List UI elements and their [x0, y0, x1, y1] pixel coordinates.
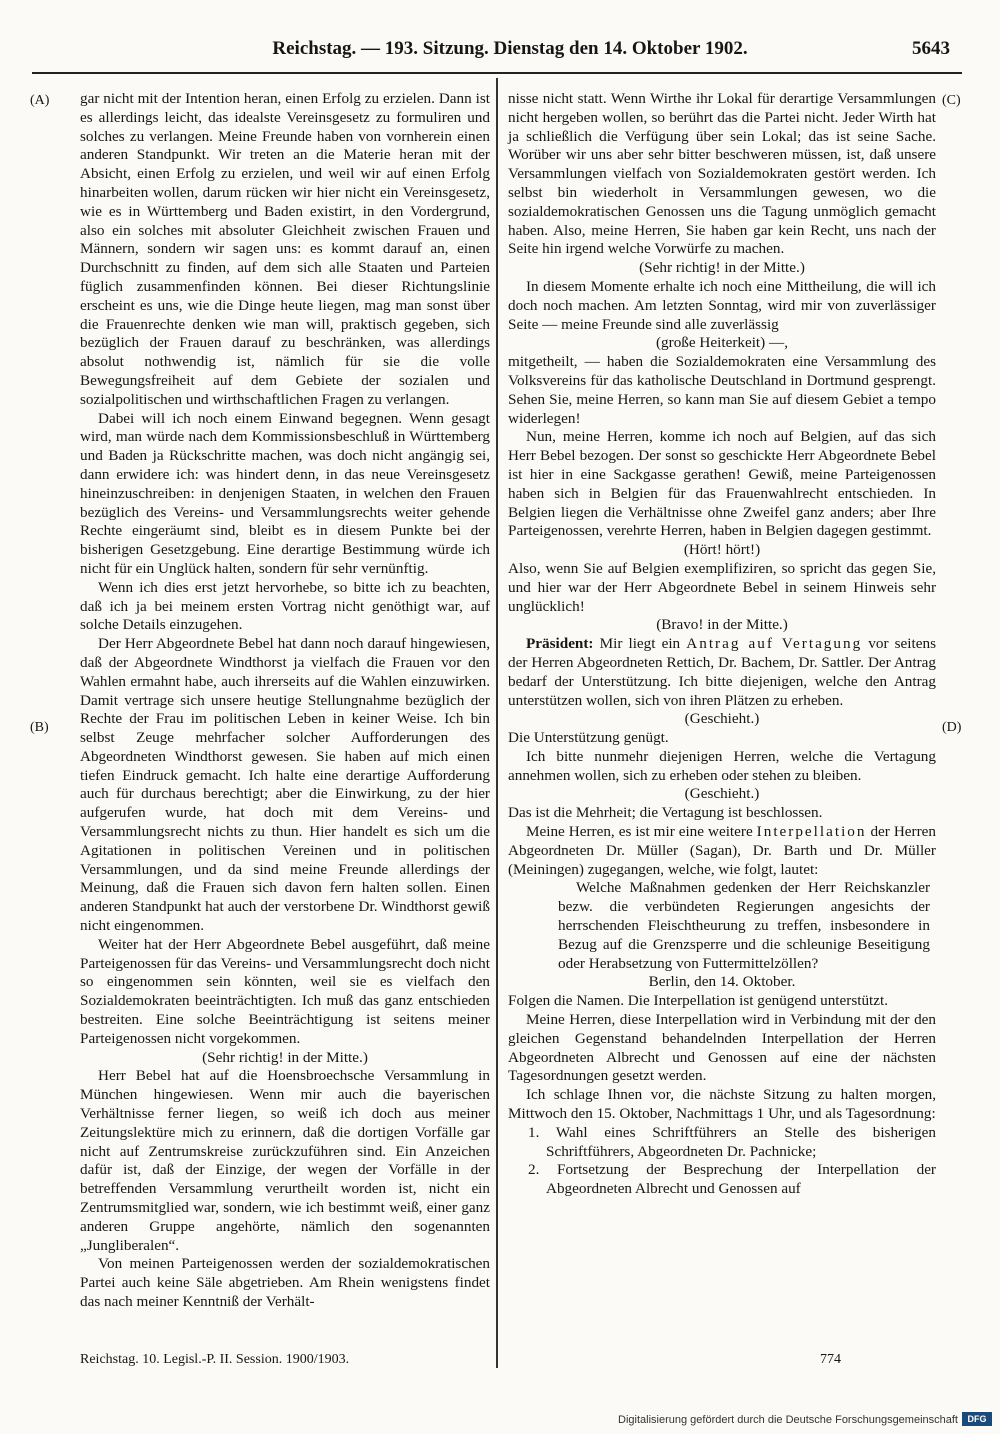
paragraph: Herr Bebel hat auf die Hoensbroechsche Versammlung in München hingewiesen. Wenn mir auch die bayerischen Verhältnisse ferner liegen, so weiß ich doch aus meiner Zeitungslektüre mich zu erinnern, daß die dortigen Vorfälle gar nicht auf Zentrumskreise zurückzuführen sind. Ein Anzeichen dafür ist, daß der Einzige, der wegen der Vorfälle in der betreffenden Versammlung verurtheilt worden ist, nicht ein Zentrumsmitglied war, sondern, wie ich bestimmt weiß, einer ganz anderen Gruppe angehörte, nämlich den sogenannten „Jungliberalen“. [80, 1067, 490, 1254]
interjection: (Geschieht.) [684, 710, 760, 728]
paragraph: Ich schlage Ihnen vor, die nächste Sitzung zu halten morgen, Mittwoch den 15. Oktober, Nachmittags 1 Uhr, und als Tagesordnung: [508, 1086, 936, 1123]
margin-marker-d: (D) [942, 720, 962, 735]
speaker-name: Präsident: [526, 635, 594, 653]
margin-marker-b: (B) [30, 720, 49, 735]
paragraph: Das ist die Mehrheit; die Vertagung ist beschlossen. [508, 804, 823, 822]
paragraph: gar nicht mit der Intention heran, einen Erfolg zu erzielen. Dann ist es allerdings leicht, das idealste Vereinsgesetz zu formuliren und solches zu verlangen. Meine Freunde haben von vornherein einen anderen Standpunkt. Wir treten an die Materie heran mit der Absicht, einen Erfolg zu erzielen, und weil wir auf einen Erfolg hinarbeiten wollen, darum rücken wir hier nicht ein Vereinsgesetz, wie es in Württemberg und Baden existirt, in den Vordergrund, also ein solches mit absoluter Gleichheit zwischen Frauen und Männern, sondern wir sagen uns: es kommt darauf an, einen Durchschnitt zu finden, auf dem sich alle Staaten und Parteien füglich zusammenfinden können. Bei dieser Richtungslinie erscheint es uns, wie die Dinge heute liegen, mag man sonst über die Frauenrechte denken wie man will, praktisch gegeben, sich bezüglich der Frauen darauf zu beschränken, was allerdings absolut nothwendig ist, nämlich für sie die volle Bewegungsfreiheit auf dem Gebiete der sozialen und sozialpolitischen und wirthschaftlichen Fragen zu verlangen. [80, 90, 490, 408]
footer-signature: Reichstag. 10. Legisl.-P. II. Session. 1900/1903. [80, 1352, 350, 1367]
header-rule [32, 72, 962, 74]
statement-text: Meine Herren, es ist mir eine weitere [526, 823, 757, 841]
paragraph: Also, wenn Sie auf Belgien exemplifiziren, so spricht das gegen Sie, und hier war der Herr Abgeordnete Bebel in seinem Hinweis sehr unglücklich! [508, 559, 936, 615]
agenda-item: 2. Fortsetzung der Besprechung der Interpellation der Abgeordneten Albrecht und Genossen auf [528, 1161, 936, 1198]
digitization-credit: Digitalisierung gefördert durch die Deutsche Forschungsgemeinschaft [618, 1414, 958, 1426]
column-divider [496, 78, 498, 1368]
paragraph: mitgetheilt, — haben die Sozialdemokraten eine Versammlung des Volksvereins für das katholische Deutschland in Dortmund gesprengt. Sehen Sie, meine Herren, so kann man Sie auf diesem Gebiet a tempo widerlegen! [508, 353, 936, 427]
interjection: (Hört! hört!) [683, 541, 761, 559]
right-column [508, 90, 936, 1199]
paragraph: nisse nicht statt. Wenn Wirthe ihr Lokal für derartige Versammlungen nicht hergeben wollen, so berührt das die Partei nicht. Jeder Wirth hat ja schließlich die Verfügung über sein Lokal; das ist seine Sache. Worüber wir uns aber sehr bitter beschweren müssen, ist, daß unsere Versammlungen vielfach von Sozialdemokraten gestört werden. Ich selbst bin wiederholt in Versammlungen gewesen, wo die sozialdemokratischen Genossen uns die Tagung unmöglich gemacht haben. Also, meine Herren, Sie haben gar kein Recht, uns nach der Seite hin irgend welche Vorwürfe zu machen. [508, 90, 936, 258]
sheet-number: 774 [820, 1352, 841, 1367]
interjection: (Sehr richtig! in der Mitte.) [202, 1048, 368, 1066]
paragraph: Folgen die Namen. Die Interpellation ist genügend unterstützt. [508, 992, 889, 1010]
paragraph: Wenn ich dies erst jetzt hervorhebe, so bitte ich zu beachten, daß ich ja bei meinem ersten Vortrag nicht genöthigt war, auf solche Details einzugehen. [80, 578, 490, 634]
paragraph: Die Unterstützung genügt. [508, 729, 669, 747]
president-statement [508, 635, 936, 710]
paragraph: Meine Herren, diese Interpellation wird in Verbindung mit der den gleichen Gegenstand behandelnden Interpellation der Herren Abgeordneten Albrecht und Genossen auf eine der nächsten Tagesordnungen gesetzt werden. [508, 1011, 936, 1085]
header-title: Reichstag. — 193. Sitzung. Dienstag den 14. Oktober 1902. [272, 38, 748, 59]
margin-marker-a: (A) [30, 93, 50, 108]
interjection: (Geschieht.) [684, 785, 760, 803]
interjection: (Sehr richtig! in der Mitte.) [639, 259, 805, 277]
paragraph: Von meinen Parteigenossen werden der sozialdemokratischen Partei auch keine Säle abgetrieben. Am Rhein wenigstens findet das nach meiner Kenntniß der Verhält- [80, 1255, 490, 1310]
paragraph: Nun, meine Herren, komme ich noch auf Belgien, auf das sich Herr Bebel bezogen. Der sonst so geschickte Herr Abgeordnete Bebel ist hier in eine Sackgasse gerathen! Gewiß, meine Parteigenossen haben sich in Belgien für das Frauenwahlrecht entschieden. In Belgien liegen die Verhältnisse ohne Zweifel ganz anders; aber Ihre Parteigenossen, verehrte Herren, haben in Belgien dagegen gestimmt. [508, 428, 936, 540]
interjection: (Bravo! in der Mitte.) [656, 616, 788, 634]
paragraph: Der Herr Abgeordnete Bebel hat dann noch darauf hingewiesen, daß der Abgeordnete Windthorst ja vielfach die Frauen vor den Wahlen ermahnt habe, auch ihrerseits auf die Wahlen einzuwirken. Damit vertrage sich unsere heutige Stellungnahme bezüglich der Rechte der Frau im politischen Leben in keiner Weise. Ich bin selbst Zeuge mehrfacher solcher Aufforderungen des Abgeordneten Windthorst gewesen. Sie haben auf mich einen tiefen Eindruck gemacht. Ich halte eine derartige Aufforderung auch für durchaus berechtigt; aber die Einwirkung, zu der hier aufgerufen wurde, hat doch mit dem Vereins- und Versammlungsrecht nichts zu thun. Hier handelt es sich um die Agitationen in politischen Vereinen und in politischen Versammlungen, und da sind meine Freunde allerdings der Meinung, daß die Frauen sich davon fern halten sollen. Einen anderen Standpunkt hat auch der verstorbene Dr. Windthorst gewiß nicht eingenommen. [80, 635, 490, 935]
interpellation-quote: Welche Maßnahmen gedenken der Herr Reichskanzler bezw. die verbündeten Regierungen angesichts der herrschenden Fleischtheurung zu treffen, insbesondere in Bezug auf die Grenzsperre und die schleunige Beseitigung oder Herabsetzung von Futtermittelzöllen? [558, 879, 930, 972]
paragraph: In diesem Momente erhalte ich noch eine Mittheilung, die will ich doch noch machen. Am letzten Sonntag, wird mir von zuverlässiger Seite — meine Freunde sind alle zuverlässig [508, 277, 936, 333]
page-header [70, 38, 950, 66]
statement-text: der Herren Abgeordneten Dr. Müller (Sagan), Dr. Barth und Dr. Müller (Meiningen) zugegangen, welche, wie folgt, lautet: [508, 823, 936, 878]
interpellation-label: Interpellation [756, 823, 867, 841]
paragraph: Ich bitte nunmehr diejenigen Herren, welche die Vertagung annehmen wollen, sich zu erheben oder stehen zu bleiben. [508, 747, 936, 784]
margin-marker-c: (C) [942, 93, 961, 108]
page-number: 5643 [912, 38, 950, 59]
paragraph [508, 823, 936, 879]
statement-text: Mir liegt ein [593, 635, 687, 653]
agenda-item: 1. Wahl eines Schriftführers an Stelle des bisherigen Schriftführers, Abgeordneten Dr. Pachnicke; [528, 1123, 936, 1160]
statement-text: vor seitens der Herren Abgeordneten Rettich, Dr. Bachem, Dr. Sattler. Der Antrag bedarf der Unterstützung. Ich bitte diejenigen, welche den Antrag unterstützen wollen, sich von ihren Plätzen zu erheben. [508, 635, 936, 709]
dfg-logo: DFG [962, 1412, 992, 1426]
paragraph: Dabei will ich noch einem Einwand begegnen. Wenn gesagt wird, man würde nach dem Kommissionsbeschluß in Württemberg und Baden ja Rückschritte machen, was doch nicht angängig sei, dann erwidere ich: was hindert denn, in das neue Vereinsgesetz hineinzuschreiben: in denjenigen Staaten, in welchen den Frauen bezüglich des Vereins- und Versammlungsrechts weiter gehende Rechte eingeräumt sind, bleibt es in diesem Punkte bei der bisherigen Gesetzgebung. Eine derartige Bestimmung würde ich nicht für ein Unglück halten, sondern für sehr vernünftig. [80, 409, 490, 577]
paragraph: Weiter hat der Herr Abgeordnete Bebel ausgeführt, daß meine Parteigenossen für das Vereins- und Versammlungsrecht doch nicht so eingenommen sein könnten, weil sie es vielfach den Sozialdemokraten beeinträchtigten. Ich muß das ganz entschieden bestreiten. Eine solche Beeinträchtigung ist seitens meiner Parteigenossen nicht vorgekommen. [80, 935, 490, 1047]
dateline: Berlin, den 14. Oktober. [648, 973, 796, 991]
motion-title: Antrag auf Vertagung [686, 635, 863, 653]
left-column [80, 90, 490, 1312]
interjection: (große Heiterkeit) —, [656, 334, 788, 352]
